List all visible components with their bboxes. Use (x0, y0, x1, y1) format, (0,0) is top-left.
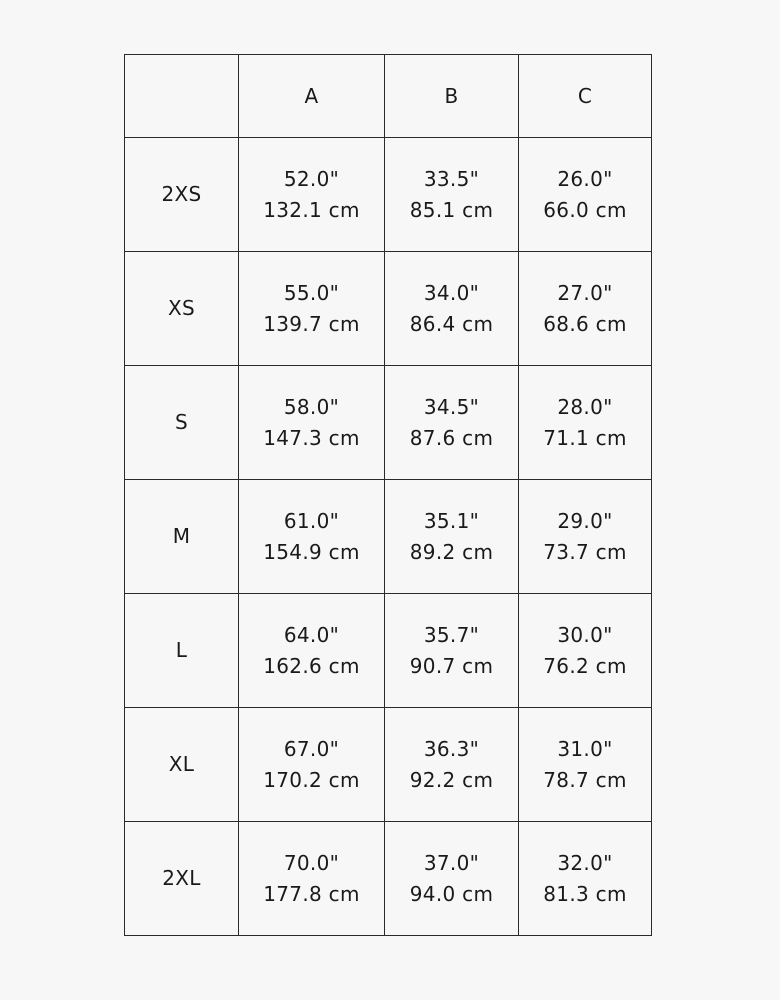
inches-value: 70.0" (283, 850, 340, 875)
cm-value: 170.2 cm (263, 767, 360, 792)
size-label: 2XL (125, 822, 239, 936)
inches-value: 33.5" (423, 166, 480, 191)
measurement-cell (239, 480, 385, 594)
cm-value: 162.6 cm (263, 653, 360, 678)
cm-value: 92.2 cm (409, 767, 494, 792)
size-label: XL (125, 708, 239, 822)
inches-value: 31.0" (557, 736, 613, 761)
inches-value: 29.0" (557, 508, 613, 533)
size-label: M (125, 480, 239, 594)
inches-value: 26.0" (557, 166, 613, 191)
cm-value: 154.9 cm (263, 539, 360, 564)
size-label: 2XS (125, 138, 239, 252)
table-row (125, 366, 652, 480)
inches-value: 32.0" (557, 850, 613, 875)
size-label: S (125, 366, 239, 480)
cm-value: 78.7 cm (543, 767, 627, 792)
measurement-cell (519, 366, 652, 480)
table-row (125, 822, 652, 936)
header-row (125, 55, 652, 138)
column-header-a: A (239, 55, 385, 138)
measurement-cell (239, 708, 385, 822)
measurement-cell (519, 822, 652, 936)
cm-value: 89.2 cm (409, 539, 494, 564)
cm-value: 85.1 cm (409, 197, 494, 222)
inches-value: 55.0" (283, 280, 340, 305)
cm-value: 68.6 cm (543, 311, 627, 336)
table-row (125, 252, 652, 366)
size-label: XS (125, 252, 239, 366)
inches-value: 27.0" (557, 280, 613, 305)
inches-value: 35.1" (423, 508, 480, 533)
inches-value: 61.0" (283, 508, 340, 533)
cm-value: 66.0 cm (543, 197, 627, 222)
measurement-cell (385, 822, 519, 936)
cm-value: 86.4 cm (409, 311, 494, 336)
measurement-cell (385, 252, 519, 366)
measurement-cell (239, 366, 385, 480)
inches-value: 36.3" (423, 736, 480, 761)
cm-value: 73.7 cm (543, 539, 627, 564)
column-header-b: B (385, 55, 519, 138)
inches-value: 64.0" (283, 622, 340, 647)
measurement-cell (519, 252, 652, 366)
measurement-cell (239, 822, 385, 936)
inches-value: 58.0" (283, 394, 340, 419)
table-row (125, 594, 652, 708)
measurement-cell (519, 594, 652, 708)
table-row (125, 708, 652, 822)
measurement-cell (519, 708, 652, 822)
cm-value: 139.7 cm (263, 311, 360, 336)
inches-value: 35.7" (423, 622, 480, 647)
measurement-cell (385, 594, 519, 708)
size-chart-table (124, 54, 652, 936)
measurement-cell (385, 138, 519, 252)
inches-value: 34.5" (423, 394, 480, 419)
inches-value: 52.0" (283, 166, 340, 191)
size-label: L (125, 594, 239, 708)
table-row (125, 480, 652, 594)
measurement-cell (385, 366, 519, 480)
column-header-c: C (519, 55, 652, 138)
measurement-cell (519, 138, 652, 252)
cm-value: 177.8 cm (263, 881, 360, 906)
measurement-cell (239, 252, 385, 366)
measurement-cell (385, 480, 519, 594)
inches-value: 28.0" (557, 394, 613, 419)
inches-value: 30.0" (557, 622, 613, 647)
cm-value: 71.1 cm (543, 425, 627, 450)
cm-value: 132.1 cm (263, 197, 360, 222)
corner-cell (125, 55, 239, 138)
measurement-cell (239, 138, 385, 252)
measurement-cell (239, 594, 385, 708)
table-row (125, 138, 652, 252)
inches-value: 34.0" (423, 280, 480, 305)
cm-value: 76.2 cm (543, 653, 627, 678)
cm-value: 147.3 cm (263, 425, 360, 450)
measurement-cell (385, 708, 519, 822)
cm-value: 94.0 cm (409, 881, 494, 906)
cm-value: 90.7 cm (409, 653, 494, 678)
cm-value: 87.6 cm (409, 425, 494, 450)
inches-value: 67.0" (283, 736, 340, 761)
cm-value: 81.3 cm (543, 881, 627, 906)
inches-value: 37.0" (423, 850, 480, 875)
measurement-cell (519, 480, 652, 594)
